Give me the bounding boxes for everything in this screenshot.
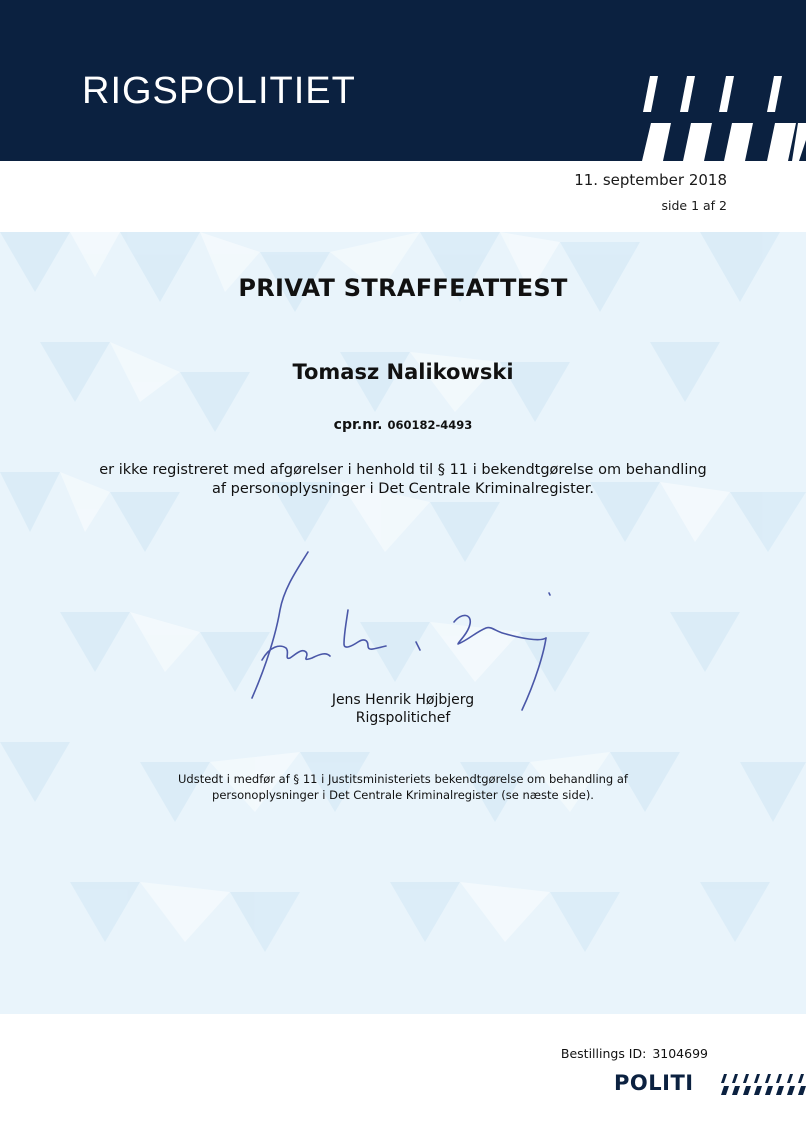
- signatory-block: [0, 691, 806, 727]
- cpr-number: 060182-4493: [387, 418, 473, 432]
- signatory-name: Jens Henrik Højbjerg: [331, 692, 475, 708]
- order-id-label: Bestillings ID:: [560, 1046, 647, 1061]
- politi-logo-text: POLITI: [614, 1071, 694, 1095]
- order-id-value: 3104699: [652, 1046, 708, 1061]
- issued-note: [120, 771, 686, 803]
- certificate-title: PRIVAT STRAFFEATTEST: [238, 274, 568, 302]
- statement-line-1: er ikke registreret med afgørelser i henhold til § 11 i bekendtgørelse om behandling: [99, 462, 707, 478]
- document-date: 11. september 2018: [574, 171, 727, 189]
- politi-slash-marks-icon: [720, 1074, 806, 1096]
- person-name: Tomasz Nalikowski: [292, 360, 514, 384]
- issued-note-line-2: personoplysninger i Det Centrale Kriminalregister (se næste side).: [212, 788, 594, 802]
- statement-line-2: af personoplysninger i Det Centrale Kriminalregister.: [212, 481, 594, 497]
- issued-note-line-1: Udstedt i medfør af § 11 i Justitsministeriets bekendtgørelse om behandling af: [178, 772, 628, 786]
- certificate-statement: [80, 461, 726, 499]
- agency-name: RIGSPOLITIET: [82, 70, 356, 112]
- order-id-line: [561, 1046, 708, 1061]
- police-slash-stripes-icon: [630, 70, 806, 161]
- page-number: side 1 af 2: [661, 198, 727, 213]
- politi-logo: [614, 1070, 806, 1100]
- header-banner: [0, 0, 806, 161]
- cpr-label: cpr.nr.: [333, 417, 383, 433]
- signatory-role: Rigspolitichef: [355, 710, 451, 726]
- cpr-line: [0, 414, 806, 433]
